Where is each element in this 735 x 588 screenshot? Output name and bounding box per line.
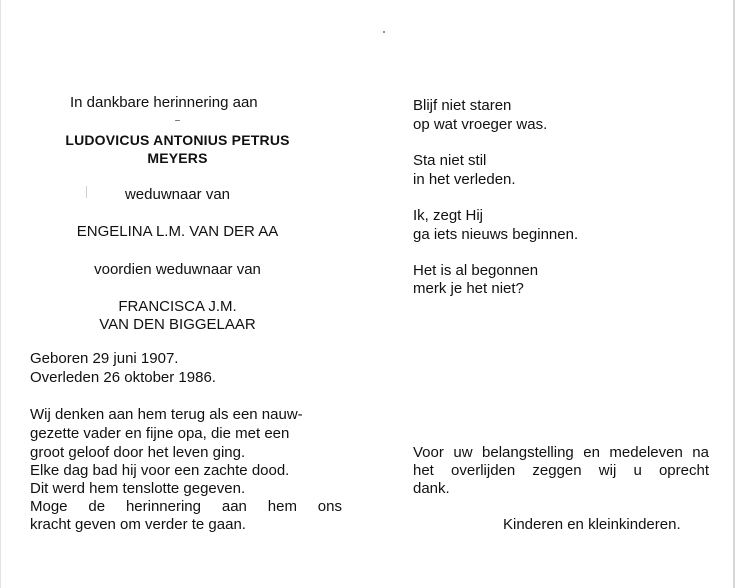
card-left-edge (0, 0, 1, 588)
widower-of-label: weduwnaar van (124, 186, 231, 203)
poem-line: ga iets nieuws beginnen. (413, 226, 579, 243)
poem-line: Ik, zegt Hij (413, 207, 484, 224)
memorial-line: Moge de herinnering aan hem ons (30, 498, 342, 515)
thanks-line: Voor uw belangstelling en medeleven na (413, 444, 709, 461)
memorial-line: kracht geven om verder te gaan. (30, 516, 246, 533)
intro-text: In dankbare herinnering aan (70, 94, 258, 111)
death-date: Overleden 26 oktober 1986. (30, 369, 216, 386)
poem-line: in het verleden. (413, 171, 516, 188)
poem-line: op wat vroeger was. (413, 116, 548, 133)
first-spouse-line2: VAN DEN BIGGELAAR (99, 316, 256, 333)
deceased-name-line1: LUDOVICUS ANTONIUS PETRUS (65, 132, 290, 148)
memorial-line: gezette vader en fijne opa, die met een (30, 425, 290, 442)
print-speck (175, 120, 180, 121)
poem-line: Blijf niet staren (413, 97, 512, 114)
memorial-line: Dit werd hem tenslotte gegeven. (30, 480, 246, 497)
poem-line: Het is al begonnen (413, 262, 539, 279)
thanks-line: het overlijden zeggen wij u oprecht (413, 462, 709, 479)
signature: Kinderen en kleinkinderen. (503, 516, 681, 533)
poem-line: merk je het niet? (413, 280, 524, 297)
print-speck (383, 31, 385, 33)
poem-line: Sta niet stil (413, 152, 487, 169)
thanks-line: dank. (413, 480, 450, 497)
deceased-name-line2: MEYERS (147, 150, 208, 166)
memorial-line: Elke dag bad hij voor een zachte dood. (30, 462, 290, 479)
first-spouse-line1: FRANCISCA J.M. (118, 298, 237, 315)
spouse-name: ENGELINA L.M. VAN DER AA (76, 223, 279, 240)
memorial-line: Wij denken aan hem terug als een nauw- (30, 406, 303, 423)
previous-widower-label: voordien weduwnaar van (94, 261, 261, 278)
memorial-line: groot geloof door het leven ging. (30, 444, 246, 461)
birth-date: Geboren 29 juni 1907. (30, 350, 179, 367)
